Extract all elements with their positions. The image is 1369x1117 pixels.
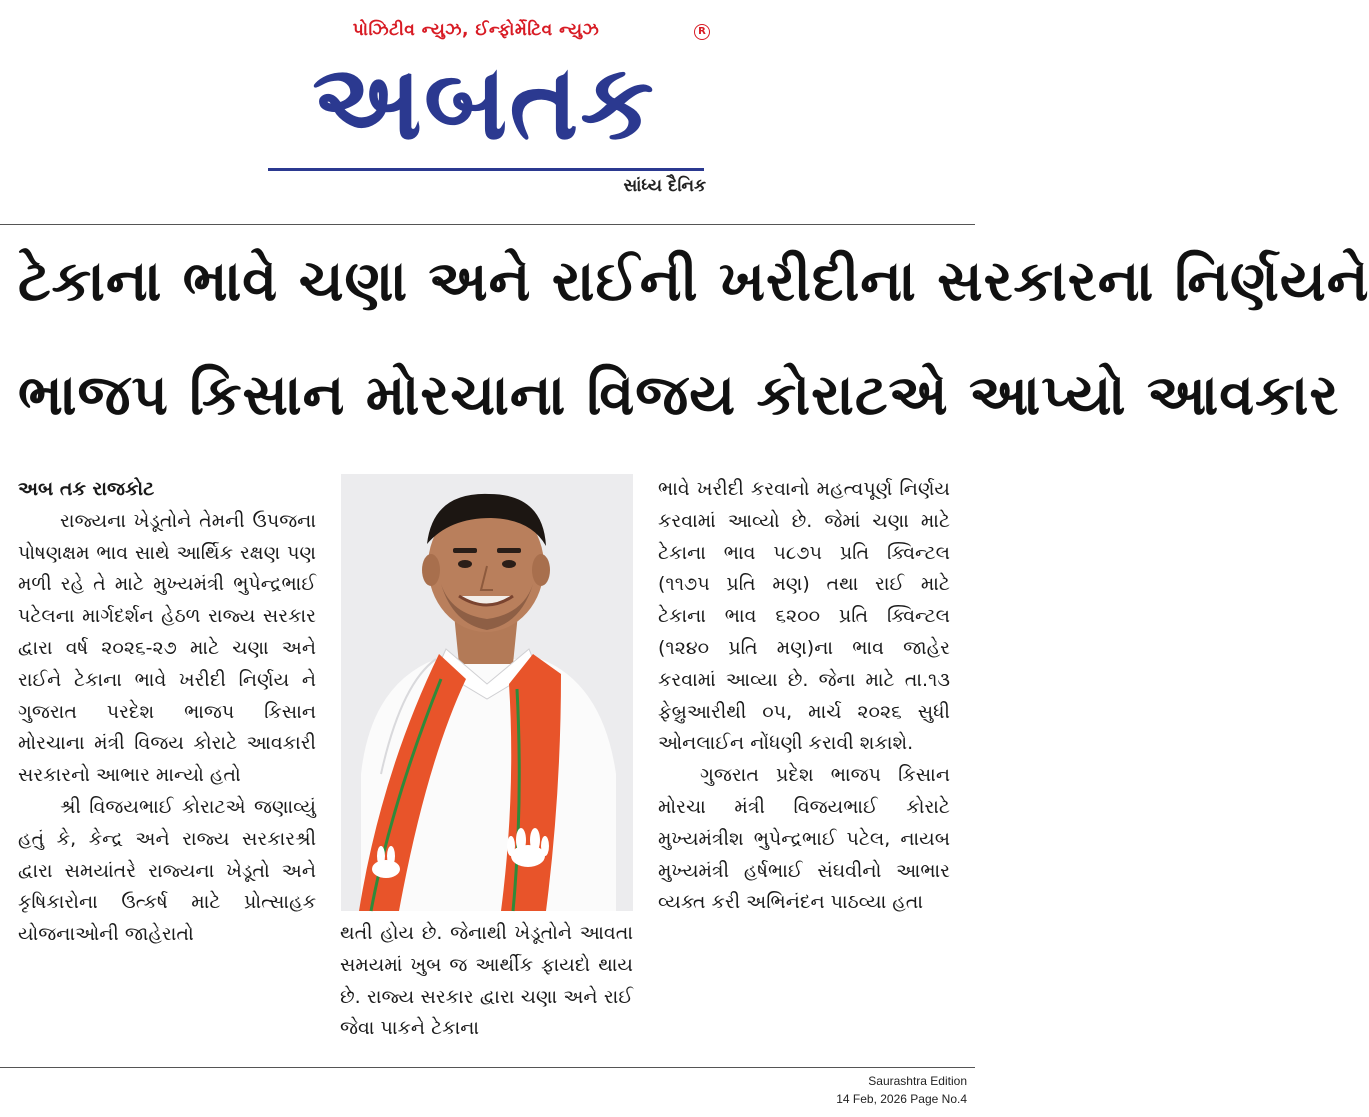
edition-info <box>836 1072 967 1108</box>
article-column-3 <box>658 474 950 919</box>
headline-line-1: ટેકાના ભાવે ચણા અને રાઈની ખરીદીના સરકારના નિર્ણયને <box>18 249 1369 314</box>
portrait-photo <box>341 474 633 911</box>
article-column-2-text: થતી હોય છે. જેનાથી ખેડૂતોને આવતા સમયમાં ખુબ જ આર્થીક ફાયદો થાય છે. રાજ્ય સરકાર દ્વારા ચણા અને રાઈ જેવા પાકને ટેકાના <box>340 922 633 1040</box>
masthead <box>0 0 975 222</box>
edition-name: Saurashtra Edition <box>868 1074 967 1088</box>
article-paragraph-1: રાજ્યના ખેડૂતોને તેમની ઉપજના પોષણક્ષમ ભાવ સાથે આર્થિક રક્ષણ પણ મળી રહે તે માટે મુખ્યમંત્રી ભુપેન્દ્રભાઈ પટેલના માર્ગદર્શન હેઠળ રાજ્ય સરકાર દ્વારા વર્ષ ૨૦૨૬-૨૭ માટે ચણા અને રાઈને ટેકાના ભાવે ખરીદી નિર્ણય ને ગુજરાત પરદેશ ભાજપ કિસાન મોરચાના મંત્રી વિજય કોરાટે આવકારી સરકારનો આભાર માન્યો હતો <box>18 509 316 787</box>
registered-trademark-icon: R <box>694 24 710 40</box>
article-column-2 <box>340 918 633 1045</box>
edition-date-page: 14 Feb, 2026 Page No.4 <box>836 1092 967 1106</box>
article-column-3-paragraph-1: ભાવે ખરીદી કરવાનો મહત્વપૂર્ણ નિર્ણય કરવામાં આવ્યો છે. જેમાં ચણા માટે ટેકાના ભાવ ૫૮૭૫ પ્રતિ ક્વિન્ટલ (૧૧૭૫ પ્રતિ મણ) તથા રાઈ માટે ટેકાના ભાવ ૬૨૦૦ પ્રતિ ક્વિન્ટલ (૧૨૪૦ પ્રતિ મણ)ના ભાવ જાહેર કરવામાં આવ્યા છે. જેના માટે તા.૧૩ ફેબ્રુઆરીથી ૦૫, માર્ચ ૨૦૨૬ સુધી ઓનલાઈન નોંધણી કરાવી શકાશે. <box>658 478 950 755</box>
footer-divider <box>0 1067 975 1068</box>
logo-underline <box>268 168 704 171</box>
newspaper-logo: અબતક <box>312 41 656 163</box>
article-dateline: અબ તક રાજકોટ <box>18 478 155 500</box>
masthead-divider <box>0 224 975 225</box>
masthead-subtitle: સાંધ્ય દૈનિક <box>623 176 706 196</box>
headline-line-2: ભાજપ કિસાન મોરચાના વિજય કોરાટએ આપ્યો આવકાર <box>18 363 1340 428</box>
article-column-3-paragraph-2: ગુજરાત પ્રદેશ ભાજપ કિસાન મોરચા મંત્રી વિજયભાઈ કોરાટે મુખ્યમંત્રીશ ભુપેન્દ્રભાઈ પટેલ, નાયબ મુખ્યમંત્રી હર્ષભાઈ સંઘવીનો આભાર વ્યક્ત કરી અભિનંદન પાઠવ્યા હતા <box>658 764 950 914</box>
article-column-1 <box>18 474 316 951</box>
article-paragraph-2: શ્રી વિજયભાઈ કોરાટએ જણાવ્યું હતું કે, કેન્દ્ર અને રાજ્ય સરકારશ્રી દ્વારા સમયાંતરે રાજ્યના ખેડૂતો અને કૃષિકારોના ઉત્કર્ષ માટે પ્રોત્સાહક યોજનાઓની જાહેરાતો <box>18 795 316 946</box>
masthead-tagline: પોઝિટીવ ન્યુઝ, ઈન્ફોર્મેટિવ ન્યુઝ <box>352 20 600 40</box>
